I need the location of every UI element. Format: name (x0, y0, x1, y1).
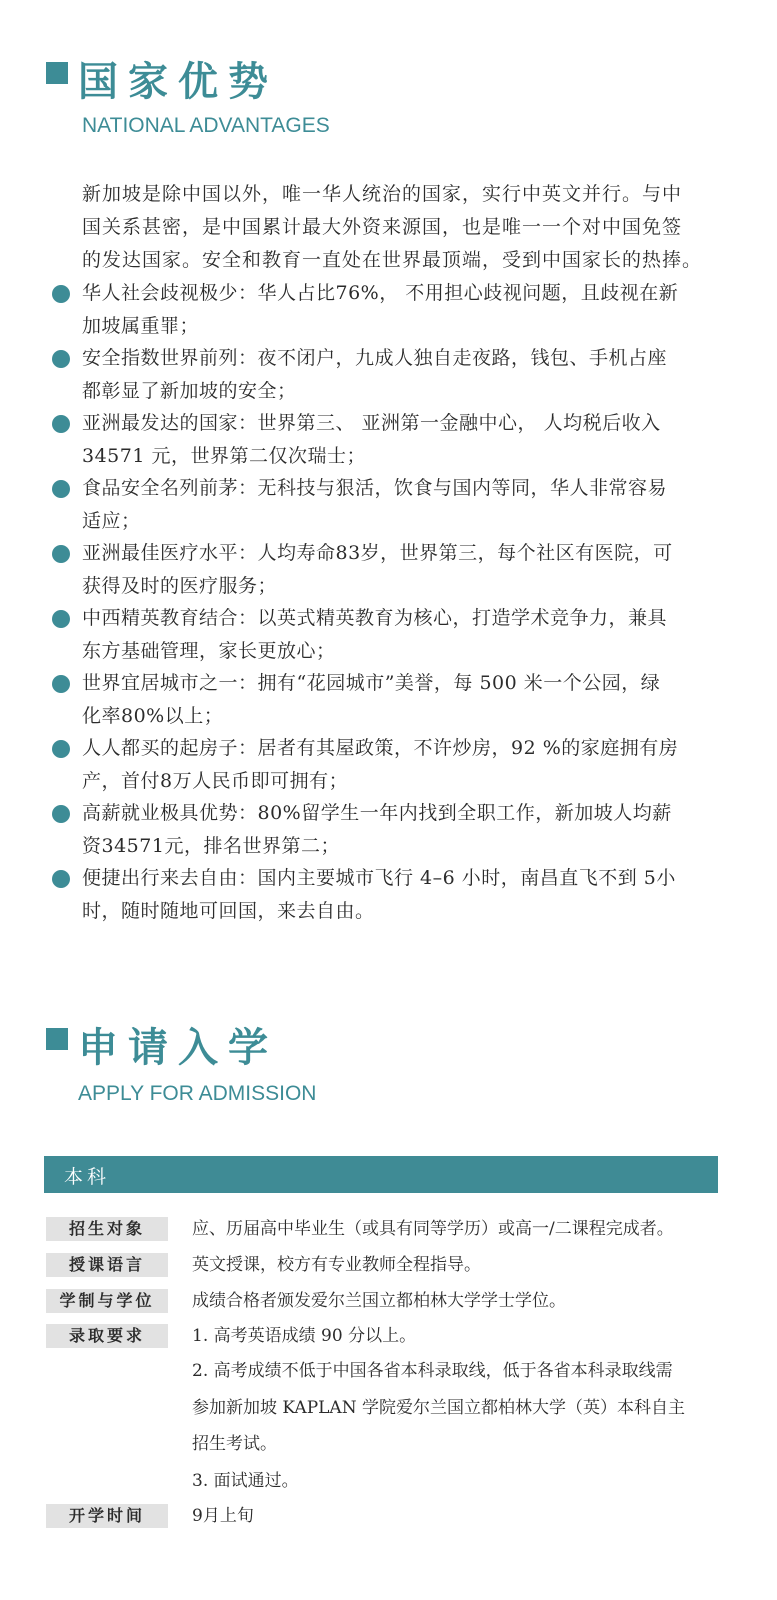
row-value: 应、历届高中毕业生（或具有同等学历）或高一/二课程完成者。 (192, 1219, 674, 1239)
item-line: 适应； (82, 509, 141, 532)
bullet-dot-icon (52, 285, 70, 303)
bullet-dot-icon (52, 350, 70, 368)
advantage-item (52, 602, 732, 667)
item-line: 时，随时随地可回国，来去自由。 (82, 899, 375, 922)
intro-line: 的发达国家。安全和教育一直处在世界最顶端，受到中国家长的热捧。 (82, 249, 703, 271)
program-band (44, 1156, 718, 1193)
row-label: 授课语言 (46, 1253, 168, 1277)
bullet-dot-icon (52, 870, 70, 888)
row-label: 开学时间 (46, 1504, 168, 1528)
section-title: 国家优势 (78, 58, 278, 105)
row-value: 英文授课，校方有专业教师全程指导。 (192, 1255, 481, 1275)
advantage-item (52, 407, 732, 472)
section-subtitle: APPLY FOR ADMISSION (78, 1082, 317, 1105)
program-band-label: 本科 (64, 1166, 111, 1188)
advantage-item (52, 472, 732, 537)
section-marker-square (46, 62, 68, 84)
intro-line: 新加坡是除中国以外，唯一华人统治的国家，实行中英文并行。与中 (82, 183, 683, 205)
item-line: 中西精英教育结合：以英式精英教育为核心，打造学术竞争力，兼具 (82, 607, 668, 629)
advantages-list (52, 277, 732, 927)
item-line: 高薪就业极具优势：80%留学生一年内找到全职工作，新加坡人均薪 (82, 802, 672, 824)
bullet-dot-icon (52, 415, 70, 433)
advantage-item (52, 537, 732, 602)
item-line: 安全指数世界前列：夜不闭户，九成人独自走夜路，钱包、手机占座 (82, 347, 668, 369)
item-line: 加坡属重罪； (82, 314, 200, 337)
bullet-dot-icon (52, 545, 70, 563)
item-line: 华人社会歧视极少：华人占比76%， 不用担心歧视问题，且歧视在新 (82, 282, 679, 304)
section-marker-square (46, 1028, 68, 1050)
advantage-item (52, 667, 732, 732)
row-value: 9月上旬 (192, 1506, 254, 1526)
item-line: 34571 元，世界第二仅次瑞士； (82, 444, 366, 467)
bullet-dot-icon (52, 740, 70, 758)
advantage-item (52, 732, 732, 797)
bullet-dot-icon (52, 805, 70, 823)
item-line: 产，首付8万人民币即可拥有； (82, 769, 349, 792)
advantage-item (52, 797, 732, 862)
advantages-intro (82, 178, 742, 277)
advantage-item (52, 342, 732, 407)
advantage-item (52, 277, 732, 342)
item-line: 资34571元，排名世界第二； (82, 834, 340, 857)
row-value: 参加新加坡 KAPLAN 学院爱尔兰国立都柏林大学（英）本科自主 (192, 1398, 685, 1418)
row-value: 3. 面试通过。 (192, 1471, 299, 1491)
item-line: 食品安全名列前茅：无科技与狠活，饮食与国内等同，华人非常容易 (82, 477, 668, 499)
advantage-item (52, 862, 732, 927)
item-line: 化率80%以上； (82, 704, 224, 727)
item-line: 亚洲最发达的国家：世界第三、 亚洲第一金融中心， 人均税后收入 (82, 412, 661, 434)
section-subtitle: NATIONAL ADVANTAGES (82, 114, 330, 137)
item-line: 东方基础管理，家长更放心； (82, 639, 336, 662)
item-line: 亚洲最佳医疗水平：人均寿命83岁，世界第三，每个社区有医院，可 (82, 542, 673, 564)
item-line: 人人都买的起房子：居者有其屋政策，不许炒房，92 %的家庭拥有房 (82, 737, 679, 759)
intro-line: 国关系甚密，是中国累计最大外资来源国，也是唯一一个对中国免签 (82, 216, 683, 238)
bullet-dot-icon (52, 480, 70, 498)
item-line: 获得及时的医疗服务； (82, 574, 278, 597)
row-label: 招生对象 (46, 1217, 168, 1241)
row-value: 1. 高考英语成绩 90 分以上。 (192, 1326, 417, 1346)
row-label: 学制与学位 (46, 1289, 168, 1313)
item-line: 便捷出行来去自由：国内主要城市飞行 4–6 小时，南昌直飞不到 5小 (82, 867, 676, 889)
item-line: 都彰显了新加坡的安全； (82, 379, 297, 402)
section-title: 申请入学 (78, 1024, 278, 1071)
row-value: 招生考试。 (192, 1434, 277, 1454)
row-value: 成绩合格者颁发爱尔兰国立都柏林大学学士学位。 (192, 1291, 566, 1311)
row-label: 录取要求 (46, 1324, 168, 1348)
bullet-dot-icon (52, 675, 70, 693)
bullet-dot-icon (52, 610, 70, 628)
row-value: 2. 高考成绩不低于中国各省本科录取线，低于各省本科录取线需 (192, 1361, 673, 1381)
item-line: 世界宜居城市之一：拥有“花园城市”美誉，每 500 米一个公园，绿 (82, 672, 661, 694)
